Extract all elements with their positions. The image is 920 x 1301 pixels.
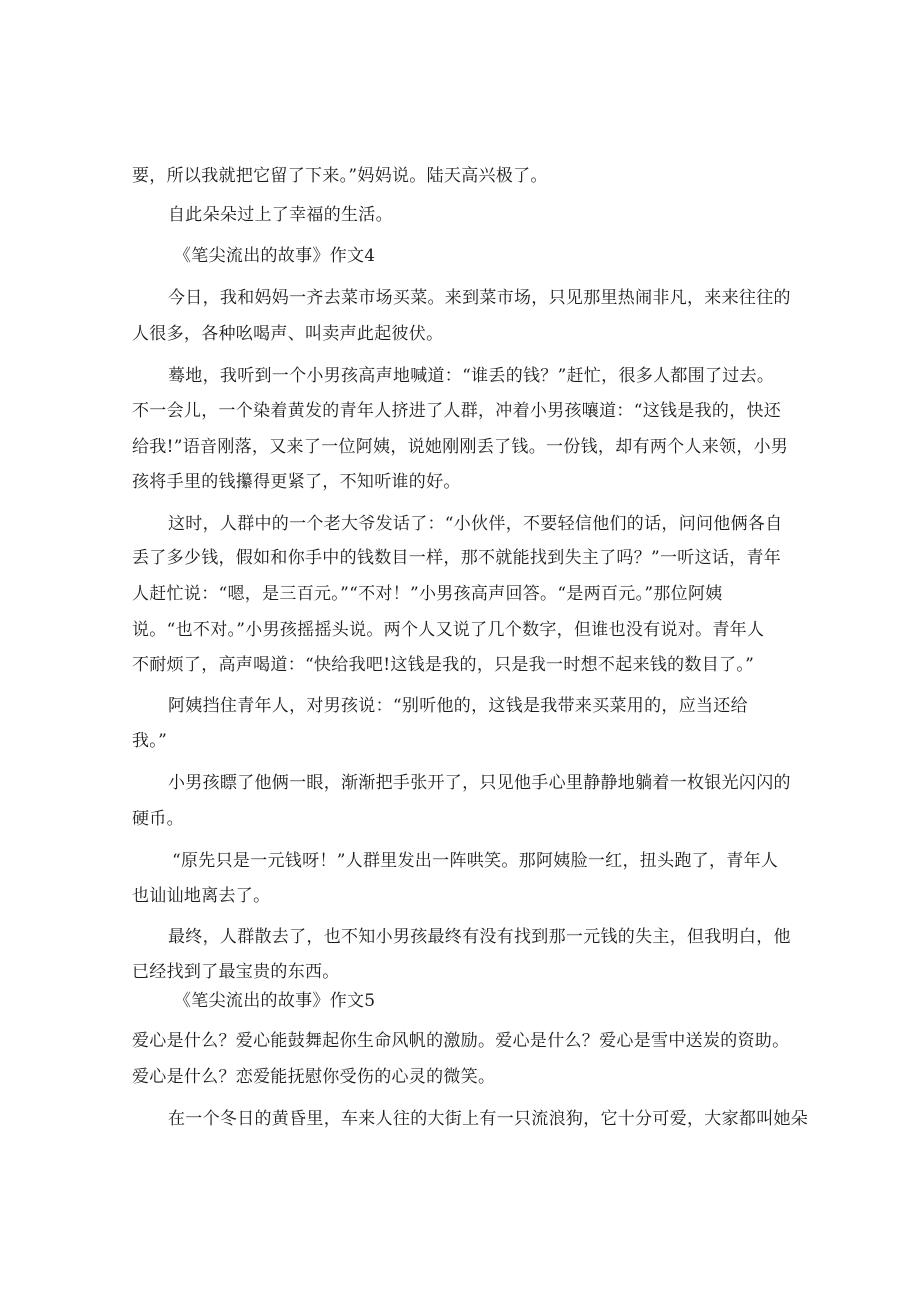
text-line: 说。“也不对。”小男孩摇摇头说。两个人又说了几个数字，但谁也没有说对。青年人 [132,620,765,640]
text-line: 要，所以我就把它留了下来。”妈妈说。陆天高兴极了。 [132,166,548,186]
text-line: 小男孩瞟了他俩一眼，渐渐把手张开了，只见他手心里静静地躺着一枚银光闪闪的 [168,773,791,793]
text-line: 在一个冬日的黄昏里，车来人往的大街上有一只流浪狗，它十分可爱，大家都叫她朵 [168,1109,809,1129]
text-line: 今日，我和妈妈一齐去菜市场买菜。来到菜市场，只见那里热闹非凡，来来往往的 [168,288,791,308]
text-line: 人赶忙说：“嗯，是三百元。”“不对！”小男孩高声回答。“是两百元。”那位阿姨 [132,584,723,604]
text-line: “原先只是一元钱呀！”人群里发出一阵哄笑。那阿姨脸一红，扭头跑了，青年人 [172,851,779,871]
text-line: 爱心是什么？爱心能鼓舞起你生命风帆的激励。爱心是什么？爱心是雪中送炭的资助。 [132,1031,790,1051]
text-line: 也讪讪地离去了。 [132,886,271,906]
section-title: 《笔尖流出的故事》作文4 [174,246,376,266]
text-line: 我。” [132,731,168,751]
text-line: 孩将手里的钱攥得更紧了，不知听谁的好。 [132,472,461,492]
text-line: 最终，人群散去了，也不知小男孩最终有没有找到那一元钱的失主，但我明白，他 [168,927,791,947]
text-line: 不耐烦了，高声喝道：“快给我吧!这钱是我的，只是我一时想不起来钱的数目了。” [132,655,755,675]
text-line: 自此朵朵过上了幸福的生活。 [168,205,393,225]
text-line: 给我!”语音刚落，又来了一位阿姨，说她刚刚丢了钱。一份钱，却有两个人来领，小男 [132,437,789,457]
text-line: 已经找到了最宝贵的东西。 [132,962,340,982]
text-line: 丢了多少钱，假如和你手中的钱数目一样，那不就能找到失主了吗？”一听这话，青年 [132,548,782,568]
text-line: 阿姨挡住青年人，对男孩说：“别听他的，这钱是我带来买菜用的，应当还给 [168,696,748,716]
text-line: 硬币。 [132,809,184,829]
text-line: 爱心是什么？恋爱能抚慰你受伤的心灵的微笑。 [132,1067,496,1087]
text-line: 人很多，各种吆喝声、叫卖声此起彼伏。 [132,324,444,344]
text-line: 蓦地，我听到一个小男孩高声地喊道：“谁丢的钱？”赶忙，很多人都围了过去。 [168,366,775,386]
text-line: 不一会儿，一个染着黄发的青年人挤进了人群，冲着小男孩嚷道：“这钱是我的，快还 [132,401,782,421]
text-line: 这时，人群中的一个老大爷发话了：“小伙伴，不要轻信他们的话，问问他俩各自 [168,514,783,534]
section-title: 《笔尖流出的故事》作文5 [174,991,376,1011]
